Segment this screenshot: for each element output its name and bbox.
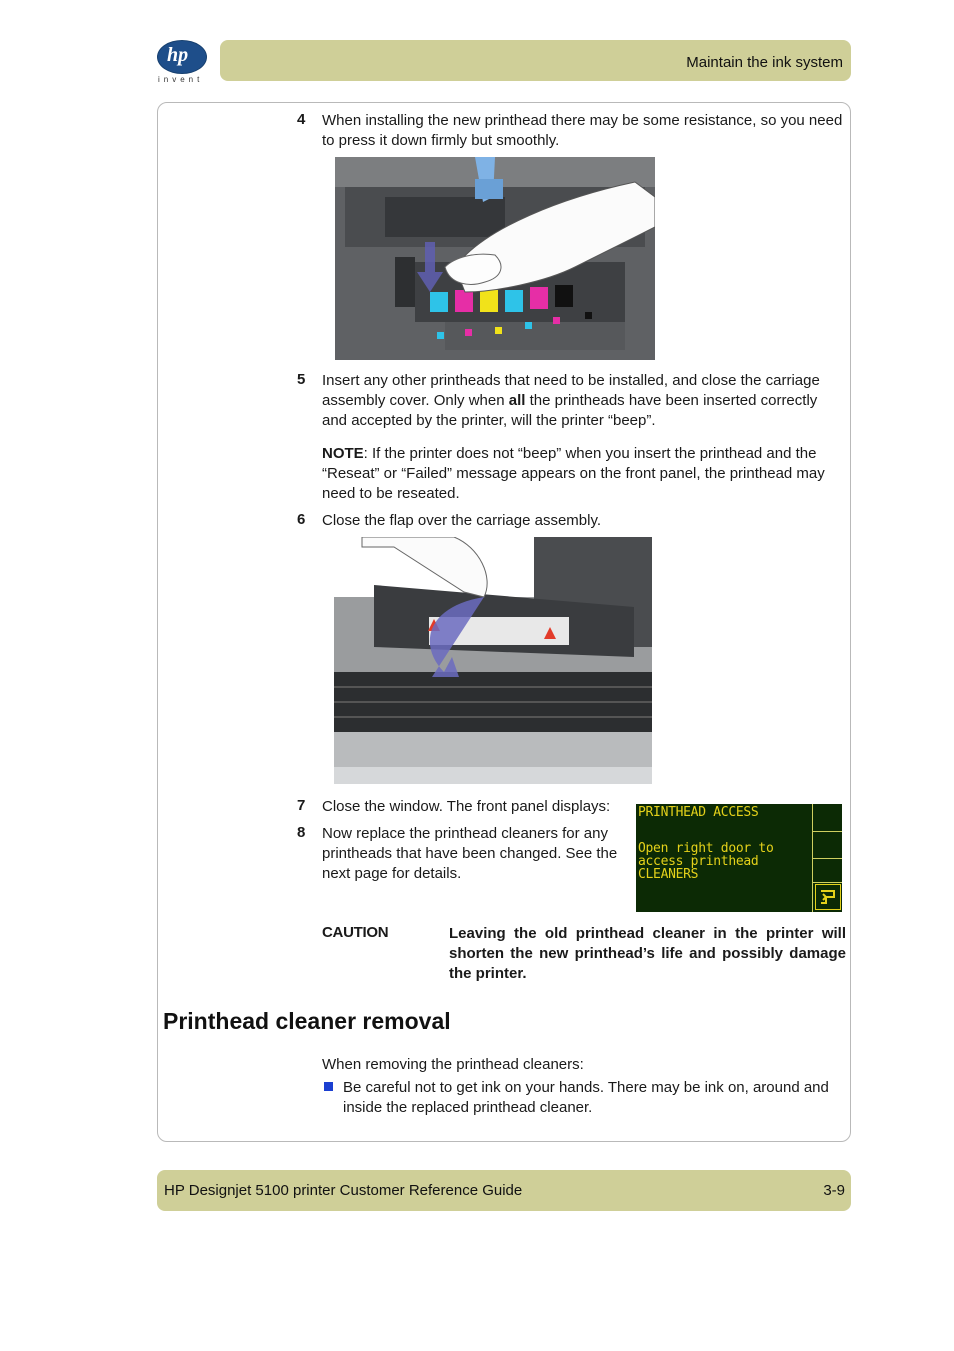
footer-title: HP Designjet 5100 printer Customer Reference Guide (164, 1182, 523, 1199)
front-panel-separator (812, 858, 842, 859)
step-6-number: 6 (297, 511, 306, 528)
hp-logo (157, 40, 209, 84)
step-7-number: 7 (297, 797, 306, 814)
front-panel-separator (812, 882, 842, 883)
footer-bar (157, 1170, 851, 1211)
hp-logo-tagline: invent (158, 75, 204, 84)
header-bar (220, 40, 851, 81)
page-number: 3-9 (823, 1182, 845, 1199)
front-panel-line-1: PRINTHEAD ACCESS (638, 805, 759, 820)
note-text: : If the printer does not “beep” when you insert the printhead and the “Reseat” or “Failed” message appears on the front panel, the printhead may need to be reseated. (322, 445, 825, 502)
printhead-install-illustration (335, 157, 655, 360)
step-7-text: Close the window. The front panel displays: (322, 798, 611, 815)
note-paragraph (322, 444, 844, 504)
step-5-text (322, 371, 844, 431)
note-label: NOTE (322, 445, 364, 462)
front-panel-line-3: access printhead (638, 854, 759, 869)
step-8-text: Now replace the printhead cleaners for any printheads that have been changed. See the next page for details. (322, 825, 618, 882)
step-8-number: 8 (297, 824, 306, 841)
section-bullet-item: Be careful not to get ink on your hands. There may be ink on, around and inside the replaced printhead cleaner. (343, 1079, 829, 1116)
caution-text: Leaving the old printhead cleaner in the printer will shorten the new printhead’s life and possibly damage the printer. (449, 925, 846, 982)
step-5-text-after: the printheads have been inserted correctly and accepted by the printer, will the printer “beep”. (322, 392, 818, 429)
front-panel-separator (812, 831, 842, 832)
step-5-text-bold: all (508, 392, 526, 409)
close-flap-illustration (334, 537, 652, 784)
front-panel-line-4: CLEANERS (638, 867, 699, 882)
front-panel-enter-icon (815, 884, 841, 910)
step-4-text: When installing the new printhead there may be some resistance, so you need to press it down firmly but smoothly. (322, 112, 843, 149)
section-intro: When removing the printhead cleaners: (322, 1056, 584, 1073)
step-5-text-before: Insert any other printheads that need to be installed, and close the carriage assembly cover. Only when (322, 372, 820, 409)
header-title: Maintain the ink system (686, 54, 843, 71)
bullet-square-icon (324, 1082, 333, 1091)
step-4-number: 4 (297, 111, 306, 128)
caution-label: CAUTION (322, 924, 389, 941)
step-5-number: 5 (297, 371, 306, 388)
front-panel-line-2: Open right door to (638, 841, 774, 856)
hp-logo-text: hp (167, 44, 189, 66)
step-6-text: Close the flap over the carriage assembly. (322, 512, 602, 529)
section-title: Printhead cleaner removal (163, 1008, 451, 1034)
front-panel-display (636, 804, 842, 912)
